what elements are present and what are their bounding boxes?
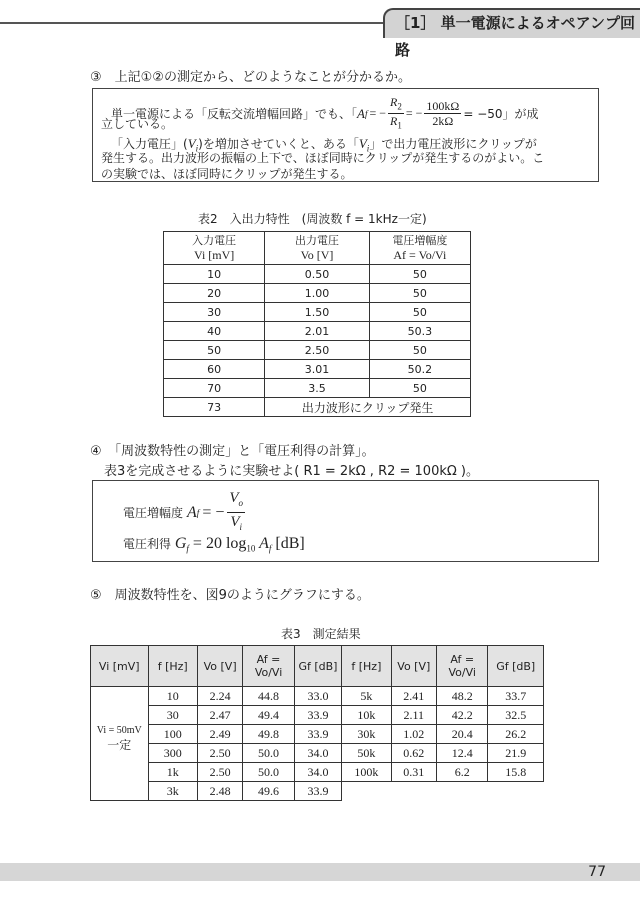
db-gain-label: 電圧利得 — [123, 537, 172, 551]
table-cell: 33.9 — [294, 782, 341, 801]
header-unit: Vi [mV] — [194, 248, 235, 262]
table-cell: 48.2 — [436, 687, 487, 706]
table-cell: 20.4 — [436, 725, 487, 744]
gf-sub: f — [186, 543, 189, 554]
r2-sub: 2 — [397, 101, 402, 112]
header-label: 電圧増幅度 — [392, 234, 448, 247]
question-5-label: ⑤ 周波数特性を、図9のようにグラフにする。 — [90, 588, 370, 603]
table-cell: 1.00 — [265, 284, 369, 303]
table-cell: 50.0 — [243, 744, 294, 763]
table-cell: 49.6 — [243, 782, 294, 801]
af-symbol: A — [357, 105, 365, 121]
vi-den-symbol: V — [230, 514, 240, 530]
table-cell: 44.8 — [243, 687, 294, 706]
table-cell: 10 — [164, 265, 265, 284]
table-cell: 50 — [369, 284, 470, 303]
vi-sub-2: i — [366, 143, 370, 154]
answer-text-3b: )を増加させていくと、ある「 — [198, 137, 359, 151]
table-header-row — [91, 646, 544, 687]
table-cell: 2.50 — [197, 744, 242, 763]
header-cell: Af = Vo/Vi — [436, 646, 487, 687]
table-cell: 60 — [164, 360, 265, 379]
table-cell: 33.7 — [488, 687, 544, 706]
table-cell: 49.8 — [243, 725, 294, 744]
table-cell: 33.9 — [294, 725, 341, 744]
resistance-fraction — [424, 99, 461, 128]
table-cell: 50 — [369, 265, 470, 284]
fraction-numerator: 100kΩ — [426, 99, 460, 114]
table-cell: 50 — [369, 341, 470, 360]
question-4-label: ④ 「周波数特性の測定」と「電圧利得の計算」。 — [90, 444, 375, 459]
table-row — [164, 265, 471, 284]
table-header-row — [164, 232, 471, 265]
db-unit: [dB] — [271, 535, 305, 552]
af-in-log-sub: f — [268, 543, 272, 554]
vi-value: Vi = 50mV — [96, 725, 142, 736]
r1-symbol: R — [390, 114, 398, 129]
table-row — [164, 398, 471, 417]
table-2-caption: 表2 入出力特性 (周波数 f = 1kHz一定) — [198, 212, 427, 226]
table-cell: 34.0 — [294, 744, 341, 763]
table-row — [91, 782, 544, 801]
table-cell: 49.4 — [243, 706, 294, 725]
table-cell: 33.9 — [294, 706, 341, 725]
table-cell: 0.50 — [265, 265, 369, 284]
answer-line-5: の実験では、ほぼ同時にクリップが発生する。 — [101, 167, 353, 181]
table-cell: 50 — [369, 303, 470, 322]
clip-note-cell: 出力波形にクリップ発生 — [265, 398, 471, 417]
table-row — [164, 284, 471, 303]
vo-over-vi — [227, 489, 245, 536]
header-cell: f [Hz] — [148, 646, 197, 687]
table-row — [91, 706, 544, 725]
table-cell: 3.5 — [265, 379, 369, 398]
question-4-instruction: 表3を完成させるように実験せよ( R1 = 2kΩ , R2 = 100kΩ )。 — [104, 464, 480, 479]
table-cell: 2.50 — [265, 341, 369, 360]
table-cell: 50k — [342, 744, 391, 763]
answer-box-3 — [92, 88, 599, 182]
answer-text-3c: 」で出力電圧波形にクリップが — [369, 137, 537, 151]
table-3-caption: 表3 測定結果 — [281, 627, 361, 641]
table-row — [164, 379, 471, 398]
table-cell: 33.0 — [294, 687, 341, 706]
af-lhs: A — [187, 503, 197, 521]
table-cell: 50 — [164, 341, 265, 360]
table-cell: 300 — [148, 744, 197, 763]
table-cell: 6.2 — [436, 763, 487, 782]
vi-symbol: V — [187, 136, 196, 151]
table-cell: 2.11 — [391, 706, 436, 725]
table-cell: 50 — [369, 379, 470, 398]
table-cell: 15.8 — [488, 763, 544, 782]
table-cell: 40 — [164, 322, 265, 341]
header-cell — [164, 232, 265, 265]
header-cell — [369, 232, 470, 265]
r2-over-r1 — [388, 95, 404, 133]
formula-equals: = − — [202, 503, 225, 521]
vi-constant: 一定 — [107, 738, 132, 752]
table-cell: 0.31 — [391, 763, 436, 782]
header-unit: Vo [V] — [300, 248, 334, 262]
table-cell: 1.50 — [265, 303, 369, 322]
table-cell: 26.2 — [488, 725, 544, 744]
af-lhs-sub: f — [196, 507, 200, 518]
log-base: 10 — [246, 543, 256, 554]
table-row — [164, 303, 471, 322]
table-cell: 100k — [342, 763, 391, 782]
header-cell: Gf [dB] — [294, 646, 341, 687]
table-row — [164, 360, 471, 379]
log-expr: = 20 log — [188, 535, 247, 552]
input-voltage-cell — [91, 687, 149, 801]
table-cell: 1k — [148, 763, 197, 782]
header-cell: f [Hz] — [342, 646, 391, 687]
vo-sub: o — [238, 498, 244, 508]
header-rule — [0, 22, 385, 24]
vi-sub: i — [195, 143, 199, 154]
table-cell: 50.0 — [243, 763, 294, 782]
header-cell: Vi [mV] — [91, 646, 149, 687]
table-cell: 50.2 — [369, 360, 470, 379]
answer-line-4: 発生する。出力波形の振幅の上下で、ほぼ同時にクリップが発生するのがよい。こ — [101, 151, 545, 165]
answer-line-2: 立している。 — [101, 117, 174, 131]
table-cell: 2.50 — [197, 763, 242, 782]
table-row — [91, 725, 544, 744]
answer-line-1 — [111, 95, 539, 133]
table-cell: 2.48 — [197, 782, 242, 801]
table-cell: 10 — [148, 687, 197, 706]
table-cell: 100 — [148, 725, 197, 744]
header-cell: Vo [V] — [197, 646, 242, 687]
vi-den-sub: i — [239, 522, 243, 532]
table-cell: 34.0 — [294, 763, 341, 782]
table-cell: 2.49 — [197, 725, 242, 744]
af-in-log: A — [255, 535, 269, 552]
fraction-denominator: 2kΩ — [432, 114, 454, 129]
r1-sub: 1 — [397, 120, 402, 131]
table-cell: 2.24 — [197, 687, 242, 706]
r2-symbol: R — [390, 95, 398, 109]
table-cell: 70 — [164, 379, 265, 398]
io-characteristics-table — [163, 231, 471, 417]
table-cell: 42.2 — [436, 706, 487, 725]
table-cell: 21.9 — [488, 744, 544, 763]
equals-minus-2: = − — [405, 106, 423, 121]
measurement-results-table — [90, 645, 544, 801]
question-3-label: ③ 上記①②の測定から、どのようなことが分かるか。 — [90, 70, 411, 85]
table-row — [164, 322, 471, 341]
af-subscript: f — [364, 108, 368, 119]
equals-result: = −50」が成 — [463, 107, 539, 122]
footer-bar — [0, 863, 640, 881]
table-row — [91, 687, 544, 706]
vi-symbol-2: V — [358, 136, 367, 151]
voltage-gain-label: 電圧増幅度 — [123, 506, 184, 520]
answer-text: 単一電源による「反転交流増幅回路」でも、「 — [111, 107, 358, 122]
db-gain-formula — [123, 535, 305, 553]
page-number: 77 — [588, 864, 606, 880]
table-cell: 1.02 — [391, 725, 436, 744]
table-cell: 12.4 — [436, 744, 487, 763]
gain-formula — [123, 489, 245, 536]
empty-cell — [342, 782, 544, 801]
equals-minus: = − — [369, 106, 387, 121]
table-cell: 2.01 — [265, 322, 369, 341]
header-cell: Af = Vo/Vi — [243, 646, 294, 687]
table-cell: 30 — [164, 303, 265, 322]
answer-text-3a: 「入力電圧」( — [111, 137, 188, 151]
table-row — [91, 763, 544, 782]
header-cell: Vo [V] — [391, 646, 436, 687]
table-cell: 30k — [342, 725, 391, 744]
table-cell: 2.41 — [391, 687, 436, 706]
vo-symbol: V — [229, 490, 239, 506]
table-cell: 2.47 — [197, 706, 242, 725]
table-row — [91, 744, 544, 763]
table-cell: 0.62 — [391, 744, 436, 763]
header-label: 出力電圧 — [294, 234, 339, 247]
table-cell: 50.3 — [369, 322, 470, 341]
table-cell: 10k — [342, 706, 391, 725]
table-cell: 73 — [164, 398, 265, 417]
table-row — [164, 341, 471, 360]
table-cell: 30 — [148, 706, 197, 725]
gf-symbol: G — [174, 535, 187, 552]
header-label: 入力電圧 — [192, 234, 237, 247]
table-cell: 20 — [164, 284, 265, 303]
formula-box — [92, 480, 599, 562]
table-cell: 3.01 — [265, 360, 369, 379]
header-unit: Af = Vo/Vi — [393, 248, 447, 262]
table-cell: 32.5 — [488, 706, 544, 725]
table-cell: 5k — [342, 687, 391, 706]
header-cell — [265, 232, 369, 265]
chapter-title: ［1］ 単一電源によるオペアンプ回路 — [383, 8, 640, 38]
table-cell: 3k — [148, 782, 197, 801]
header-cell: Gf [dB] — [488, 646, 544, 687]
